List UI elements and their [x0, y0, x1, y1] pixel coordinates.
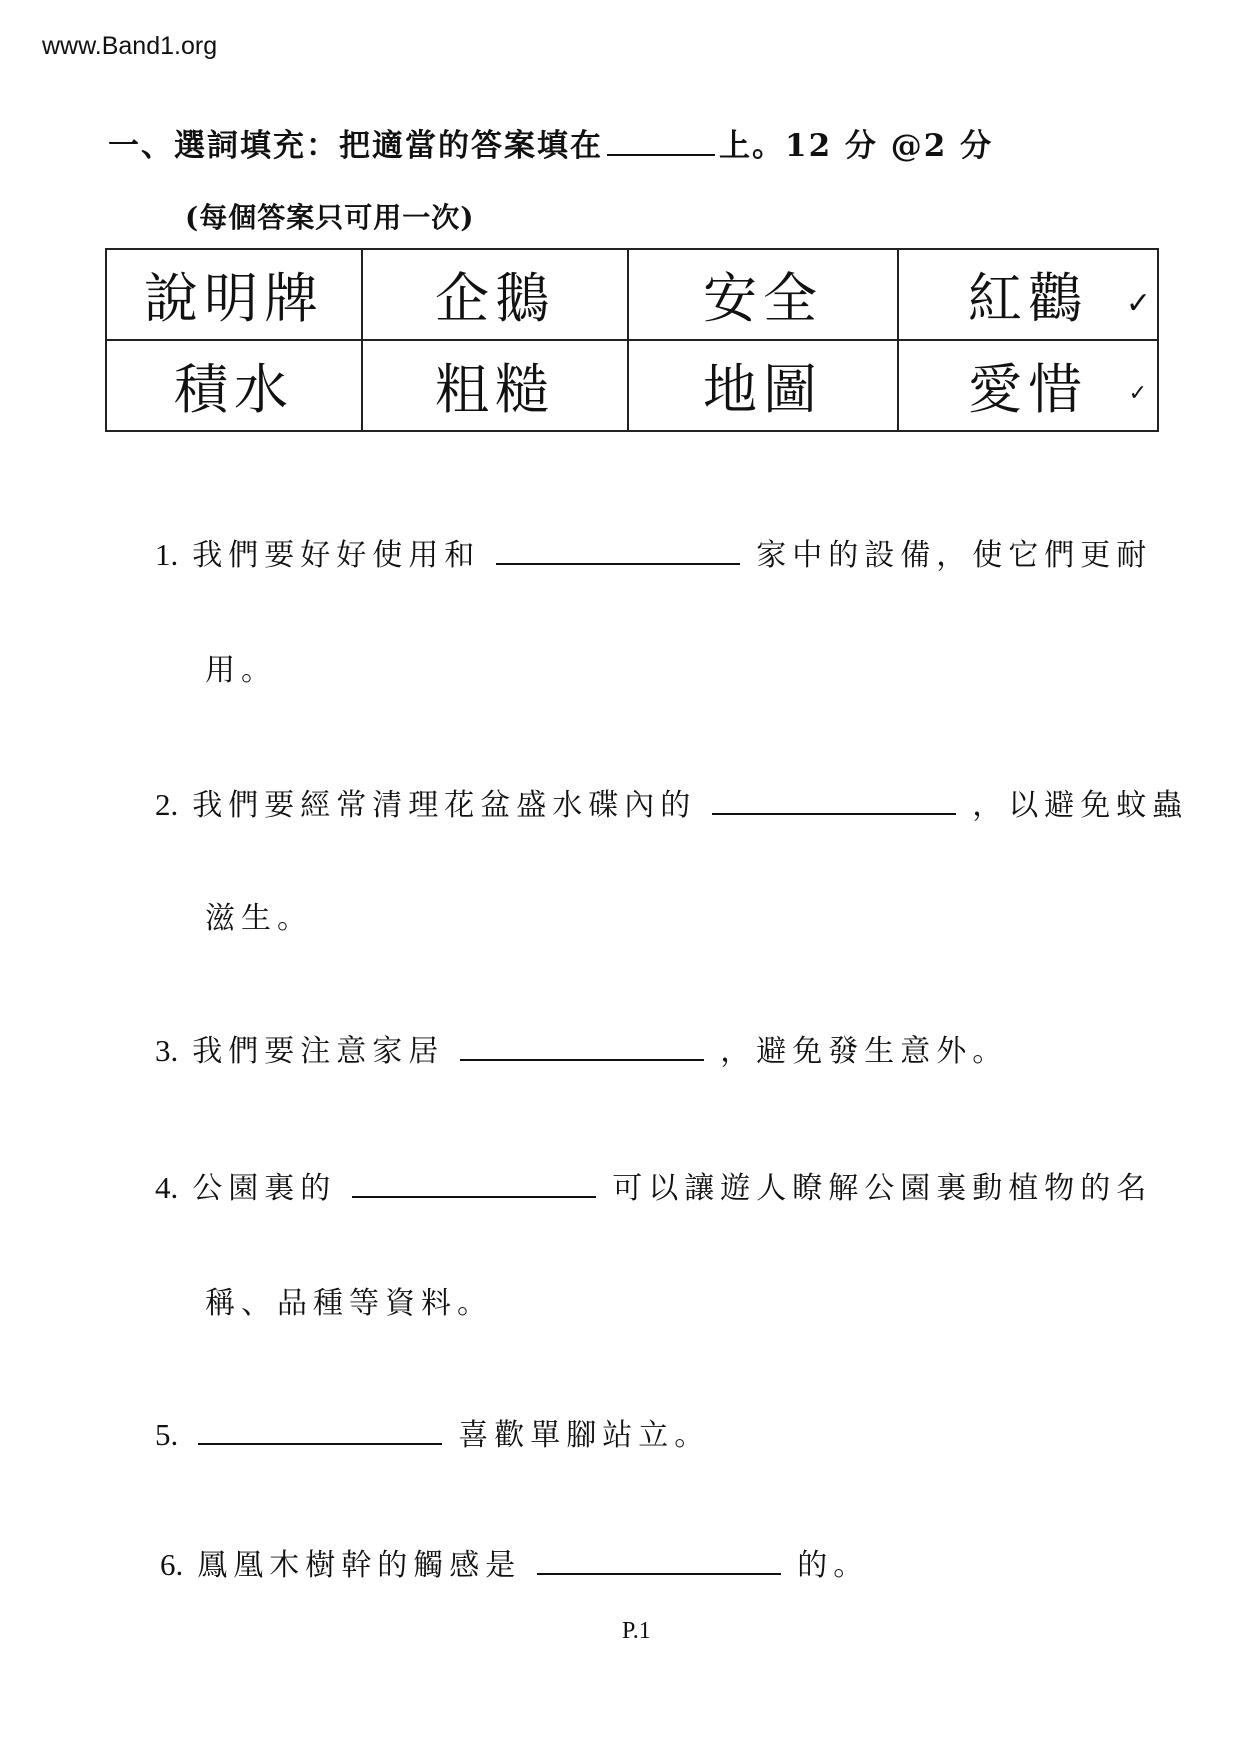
page-number: P.1	[622, 1618, 651, 1644]
watermark: www.Band1.org	[42, 32, 218, 60]
question-number: 1.	[155, 537, 179, 572]
question-number: 3.	[155, 1033, 179, 1068]
question-text: 鳳凰木樹幹的觸感是	[197, 1548, 522, 1583]
word-box	[105, 248, 1159, 432]
question-1	[155, 530, 1152, 574]
answer-blank[interactable]	[352, 1174, 596, 1198]
check-mark-icon: ✓	[1125, 286, 1151, 321]
question-text: 我們要注意家居	[192, 1034, 445, 1069]
word-cell: 安全	[628, 249, 898, 340]
word-cell: 愛惜 ✓	[898, 340, 1158, 431]
word-cell: 說明牌	[106, 249, 362, 340]
heading-score: 上。12 分 @2 分	[719, 128, 994, 164]
word-box-row	[106, 249, 1158, 340]
answer-blank[interactable]	[537, 1551, 781, 1575]
heading-blank-line	[607, 128, 715, 156]
word-cell: 地圖	[628, 340, 898, 431]
word-box-row	[106, 340, 1158, 431]
word-cell: 粗糙	[362, 340, 628, 431]
question-text: 喜歡單腳站立。	[458, 1418, 711, 1453]
check-mark-icon: ✓	[1128, 381, 1147, 406]
question-text: 的。	[797, 1548, 870, 1583]
question-5	[155, 1410, 710, 1454]
question-text: 公園裏的	[192, 1171, 337, 1206]
question-text: 家中的設備，使它們更耐	[756, 538, 1153, 573]
question-2	[155, 780, 1188, 824]
word-cell: 企鵝	[362, 249, 628, 340]
section-heading	[108, 120, 993, 165]
question-number: 6.	[160, 1547, 184, 1582]
question-3	[155, 1026, 1008, 1070]
answer-blank[interactable]	[712, 791, 956, 815]
answer-blank[interactable]	[198, 1421, 442, 1445]
answer-blank[interactable]	[460, 1037, 704, 1061]
question-text: 可以讓遊人瞭解公園裏動植物的名	[612, 1171, 1153, 1206]
question-text: ，以避免蚊蟲	[972, 788, 1189, 823]
question-text: ，避免發生意外。	[720, 1034, 1009, 1069]
answer-blank[interactable]	[496, 541, 740, 565]
question-text: 我們要好好使用和	[192, 538, 481, 573]
question-text: 我們要經常清理花盆盛水碟內的	[192, 788, 697, 823]
question-number: 4.	[155, 1170, 179, 1205]
heading-text: 一、選詞填充：把適當的答案填在	[108, 128, 603, 164]
word-cell: 紅鸛 ✓	[898, 249, 1158, 340]
question-number: 5.	[155, 1417, 179, 1452]
question-4-continuation: 稱、品種等資料。	[205, 1286, 493, 1321]
question-6	[160, 1540, 869, 1584]
question-2-continuation: 滋生。	[205, 901, 313, 936]
question-4	[155, 1163, 1152, 1207]
question-number: 2.	[155, 787, 179, 822]
question-1-continuation: 用。	[205, 653, 277, 688]
word-cell: 積水	[106, 340, 362, 431]
instruction-note: (每個答案只可用一次)	[185, 201, 475, 234]
